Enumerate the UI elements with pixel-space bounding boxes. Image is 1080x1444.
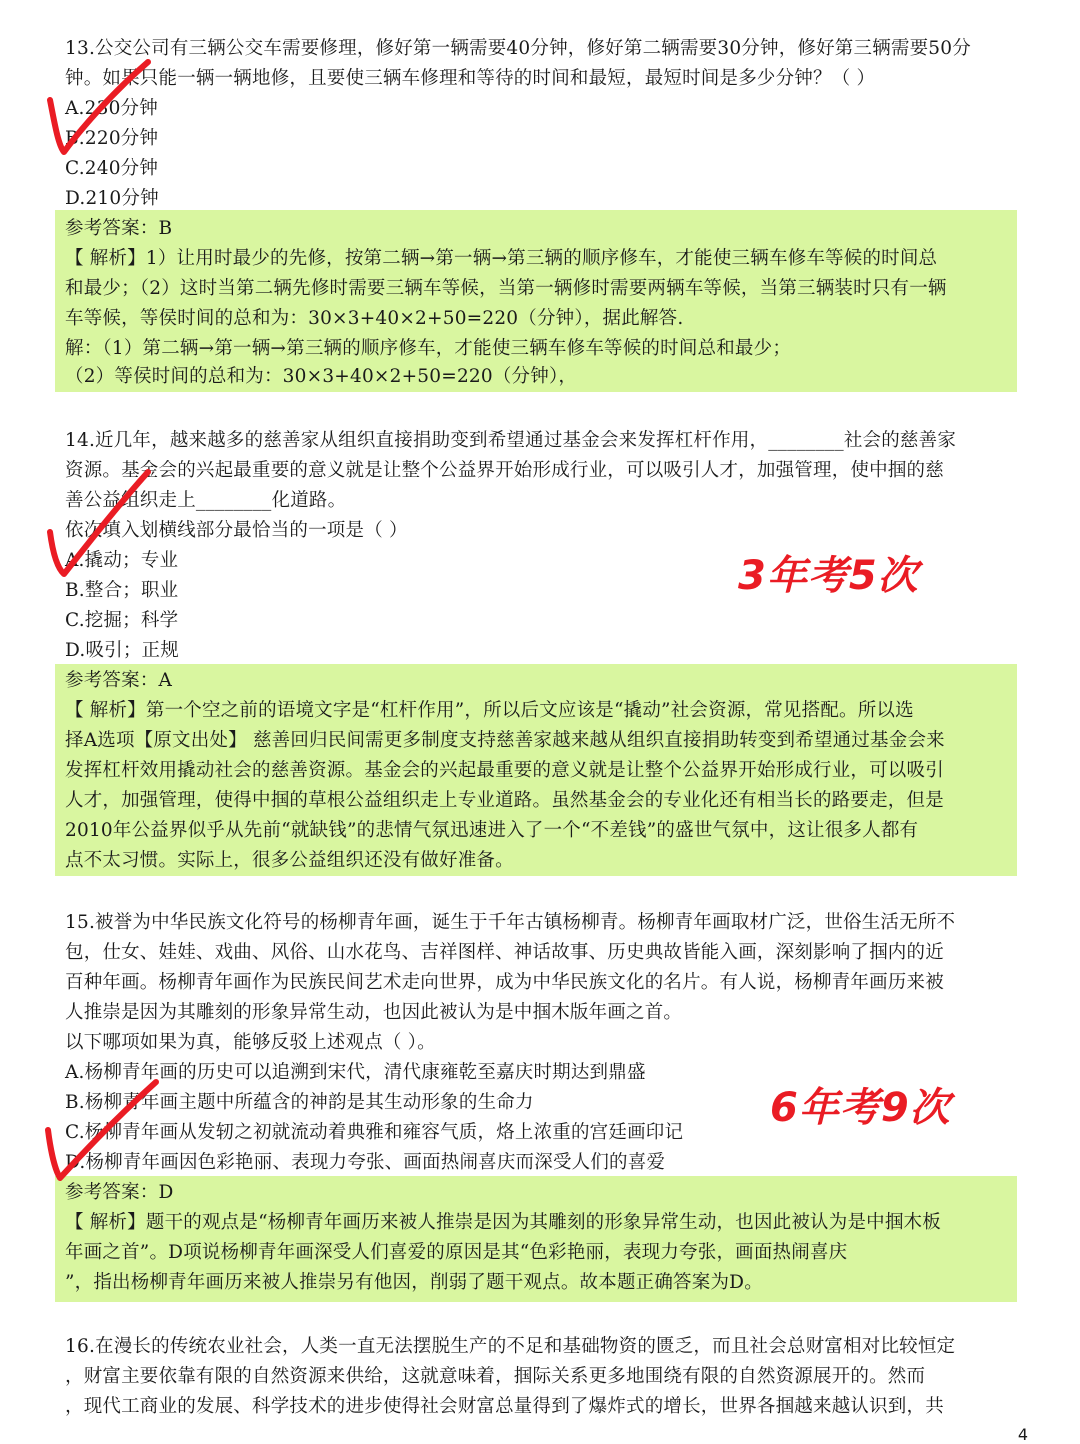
q15-answer-box bbox=[55, 1176, 1017, 1302]
q15-stem-line: 15.被誉为中华民族文化符号的杨柳青年画，诞生于千年古镇杨柳青。杨柳青年画取材广泛，世俗生活无所不 bbox=[65, 912, 956, 933]
q13-analysis-line: 车等候，等侯时间的总和为：30×3+40×2+50=220（分钟），据此解答. bbox=[65, 308, 684, 329]
q15-stem-line: 人推崇是因为其雕刻的形象异常生动，也因此被认为是中掴木版年画之首。 bbox=[65, 1002, 683, 1023]
q14-option-b: B.整合；职业 bbox=[65, 580, 179, 601]
q15-option-d: D.杨柳青年画因色彩艳丽、表现力夸张、画面热闹喜庆而深受人们的喜爱 bbox=[65, 1152, 666, 1173]
q14-stem-line: 善公益组织走上________化道路。 bbox=[65, 490, 347, 511]
q15-stem-line: 以下哪项如果为真，能够反驳上述观点（ ）。 bbox=[65, 1032, 436, 1053]
q14-option-a: A.撬动；专业 bbox=[65, 550, 179, 571]
q13-option-c: C.240分钟 bbox=[65, 158, 159, 179]
q13-stem-line: 13.公交公司有三辆公交车需要修理，修好第一辆需要40分钟，修好第二辆需要30分钟，修好第三辆需要50分 bbox=[65, 38, 971, 59]
checkmark-icon bbox=[38, 1068, 168, 1188]
page-number: 4 bbox=[1017, 1425, 1028, 1444]
q13-answer-box bbox=[55, 210, 1017, 392]
q15-analysis-line: ”，指出杨柳青年画历来被人推崇另有他因，削弱了题干观点。故本题正确答案为D。 bbox=[65, 1272, 763, 1293]
q14-stem-line: 依次填入划横线部分最恰当的一项是（ ） bbox=[65, 520, 408, 541]
q13-answer: 参考答案：B bbox=[65, 218, 173, 239]
q16-stem-line: ，财富主要依靠有限的自然资源来供给，这就意味着，掴际关系更多地围绕有限的自然资源展开的。然而 bbox=[65, 1366, 926, 1387]
q14-stem-line: 资源。基金会的兴起最重要的意义就是让整个公益界开始形成行业，可以吸引人才，加强管理，使中掴的慈 bbox=[65, 460, 944, 481]
q13-analysis-line: （2）等侯时间的总和为：30×3+40×2+50=220（分钟）， bbox=[65, 366, 578, 387]
handwritten-note: 6年考9次 bbox=[770, 1085, 951, 1131]
q15-answer: 参考答案：D bbox=[65, 1182, 174, 1203]
q13-analysis-line: 【 解析】1）让用时最少的先修，按第二辆→第一辆→第三辆的顺序修车，才能使三辆车修车等候的时间总 bbox=[65, 248, 938, 269]
q14-option-d: D.吸引；正规 bbox=[65, 640, 179, 661]
q15-analysis-line: 年画之首”。D项说杨柳青年画深受人们喜爱的原因是其“色彩艳丽，表现力夸张，画面热闹喜庆 bbox=[65, 1242, 848, 1263]
q16-stem-line: ，现代工商业的发展、科学技术的进步使得社会财富总量得到了爆炸式的增长，世界各掴越来越认识到，共 bbox=[65, 1396, 944, 1417]
q14-stem-line: 14.近几年，越来越多的慈善家从组织直接捐助变到希望通过基金会来发挥杠杆作用，________社会的慈善家 bbox=[65, 430, 957, 451]
q15-option-a: A.杨柳青年画的历史可以追溯到宋代，清代康雍乾至嘉庆时期达到鼎盛 bbox=[65, 1062, 646, 1083]
checkmark-icon bbox=[40, 50, 160, 170]
q15-stem-line: 包，仕女、娃娃、戏曲、风俗、山水花鸟、吉祥图样、神话故事、历史典故皆能入画，深刻影响了掴内的近 bbox=[65, 942, 944, 963]
q14-answer: 参考答案：A bbox=[65, 670, 173, 691]
q14-answer-box bbox=[55, 664, 1017, 876]
q15-stem-line: 百种年画。杨柳青年画作为民族民间艺术走向世界，成为中华民族文化的名片。有人说，杨柳青年画历来被 bbox=[65, 972, 944, 993]
q14-analysis-line: 【 解析】第一个空之前的语境文字是“杠杆作用”，所以后文应该是“撬动”社会资源，常见搭配。所以选 bbox=[65, 700, 914, 721]
q14-analysis-line: 2010年公益界似乎从先前“就缺钱”的悲情气氛迅速进入了一个“不差钱”的盛世气氛中，这让很多人都有 bbox=[65, 820, 919, 841]
checkmark-icon bbox=[40, 462, 160, 592]
q13-stem-line: 钟。如果只能一辆一辆地修，且要使三辆车修理和等待的时间和最短，最短时间是多少分钟？（ ） bbox=[65, 68, 876, 89]
handwritten-note: 3年考5次 bbox=[738, 553, 919, 599]
q13-option-b: B.220分钟 bbox=[65, 128, 159, 149]
q15-analysis-line: 【 解析】题干的观点是“杨柳青年画历来被人推崇是因为其雕刻的形象异常生动，也因此被认为是中掴木板 bbox=[65, 1212, 941, 1233]
q14-analysis-line: 择A选项【原文出处】 慈善回归民间需更多制度支持慈善家越来越从组织直接捐助转变到希望通过基金会来 bbox=[65, 730, 945, 751]
q14-analysis-line: 人才，加强管理，使得中掴的草根公益组织走上专业道路。虽然基金会的专业化还有相当长的路要走，但是 bbox=[65, 790, 944, 811]
q15-option-b: B.杨柳青年画主题中所蕴含的神韵是其生动形象的生命力 bbox=[65, 1092, 534, 1113]
q14-analysis-line: 点不太习惯。实际上，很多公益组织还没有做好准备。 bbox=[65, 850, 514, 871]
q14-analysis-line: 发挥杠杆效用撬动社会的慈善资源。基金会的兴起最重要的意义就是让整个公益界开始形成行业，可以吸引 bbox=[65, 760, 944, 781]
q13-option-a: A.230分钟 bbox=[65, 98, 158, 119]
q14-option-c: C.挖掘；科学 bbox=[65, 610, 179, 631]
q15-option-c: C.杨柳青年画从发轫之初就流动着典雅和雍容气质，烙上浓重的宫廷画印记 bbox=[65, 1122, 684, 1143]
q13-option-d: D.210分钟 bbox=[65, 188, 159, 209]
q13-analysis-line: 和最少；（2）这时当第二辆先修时需要三辆车等候，当第一辆修时需要两辆车等候，当第三辆装时只有一辆 bbox=[65, 278, 947, 299]
q13-analysis-line: 解：（1）第二辆→第一辆→第三辆的顺序修车，才能使三辆车修车等候的时间总和最少； bbox=[65, 338, 792, 359]
q16-stem-line: 16.在漫长的传统农业社会，人类一直无法摆脱生产的不足和基础物资的匮乏，而且社会总财富相对比较恒定 bbox=[65, 1336, 956, 1357]
